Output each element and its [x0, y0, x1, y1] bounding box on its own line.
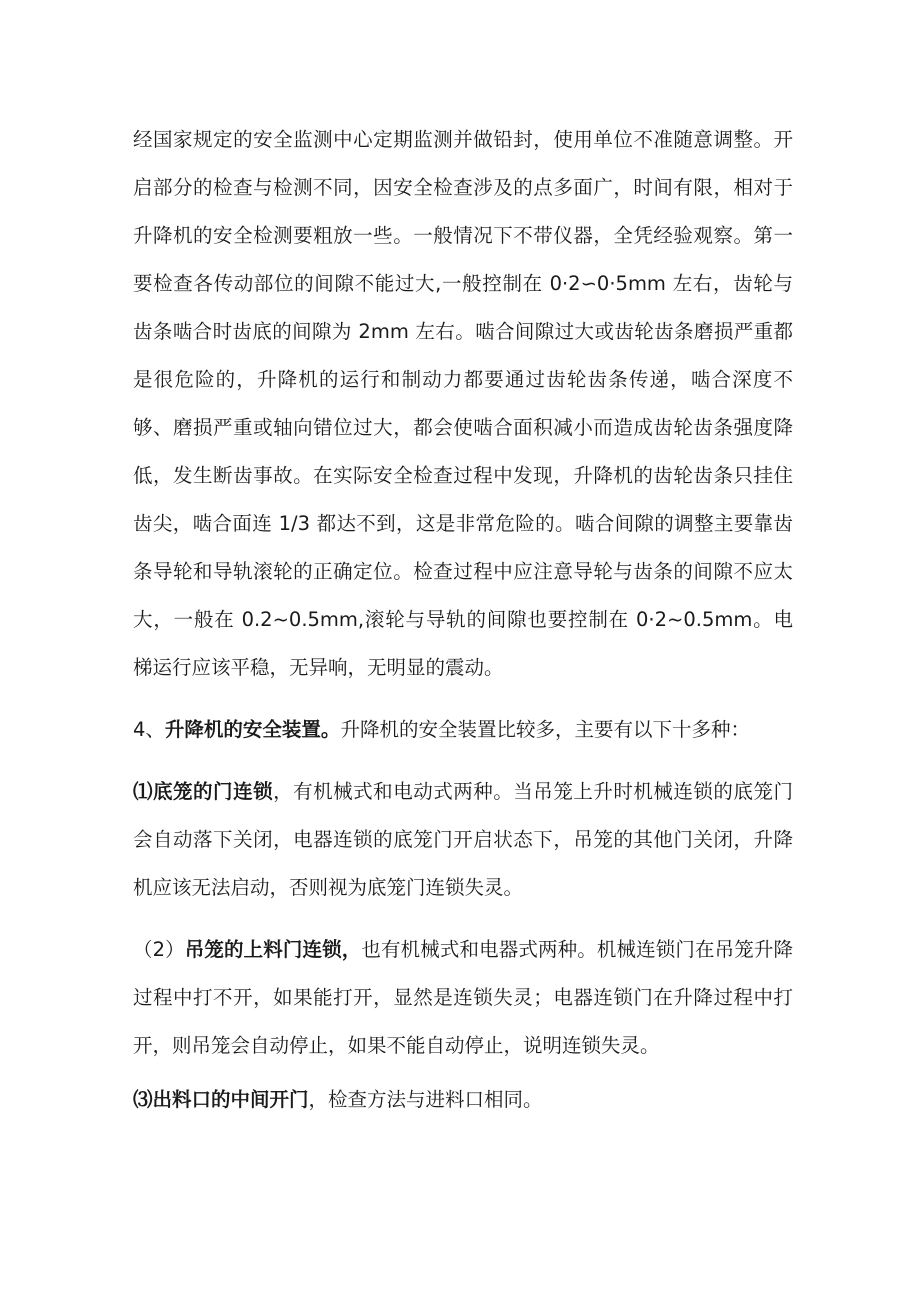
item-3-text: ，检查方法与进料口相同。	[308, 1088, 543, 1111]
section-4-heading: 升降机的安全装置。	[164, 718, 341, 741]
paragraph-gear-inspection: 经国家规定的安全监测中心定期监测并做铅封，使用单位不准随意调整。开启部分的检查与检测不同，因安全检查涉及的点多面广，时间有限，相对于升降机的安全检测要粗放一些。一般情况下不带仪器，全凭经验观察。第一要检查各传动部位的间隙不能过大,一般控制在 0·2∽0·5mm 左右，齿轮与齿条啮合时齿底的间隙为 2mm 左右。啮合间隙过大或齿轮齿条磨损严重都是很危险的，升降机的运行和制动力都要通过齿轮齿条传递，啮合深度不够、磨损严重或轴向错位过大，都会使啮合面积减小而造成齿轮齿条强度降低，发生断齿事故。在实际安全检查过程中发现，升降机的齿轮齿条只挂住齿尖，啮合面连 1/3 都达不到，这是非常危险的。啮合间隙的调整主要靠齿条导轮和导轨滚轮的正确定位。检查过程中应注意导轮与齿条的间隙不应太大，一般在 0.2~0.5mm,滚轮与导轨的间隙也要控制在 0·2~0.5mm。电梯运行应该平稳，无异响，无明显的震动。	[133, 128, 793, 679]
section-4-safety-devices	[133, 706, 793, 754]
item-2-text: 也有机械式和电器式两种。机械连锁门在吊笼升降过程中打不开，如果能打开，显然是连锁失灵；电器连锁门在升降过程中打开，则吊笼会自动停止，如果不能自动停止，说明连锁失灵。	[133, 938, 793, 1057]
item-1-text: ，有机械式和电动式两种。当吊笼上升时机械连锁的底笼门会自动落下关闭，电器连锁的底笼门开启状态下，吊笼的其他门关闭，升降机应该无法启动，否则视为底笼门连锁失灵。	[133, 780, 793, 899]
section-4-text: 升降机的安全装置比较多，主要有以下十多种：	[340, 718, 750, 741]
section-4-number: 4、	[133, 718, 165, 741]
item-2-heading: 吊笼的上料门连锁，	[184, 938, 362, 961]
document-body	[133, 116, 793, 1124]
item-2-loading-door-interlock	[133, 926, 793, 1070]
item-1-cage-door-interlock	[133, 768, 793, 912]
item-2-number: （2）	[133, 938, 185, 961]
item-3-heading: ⑶出料口的中间开门	[133, 1088, 309, 1111]
item-3-outlet-middle-door	[133, 1076, 793, 1124]
item-1-heading: ⑴底笼的门连锁	[133, 780, 274, 803]
